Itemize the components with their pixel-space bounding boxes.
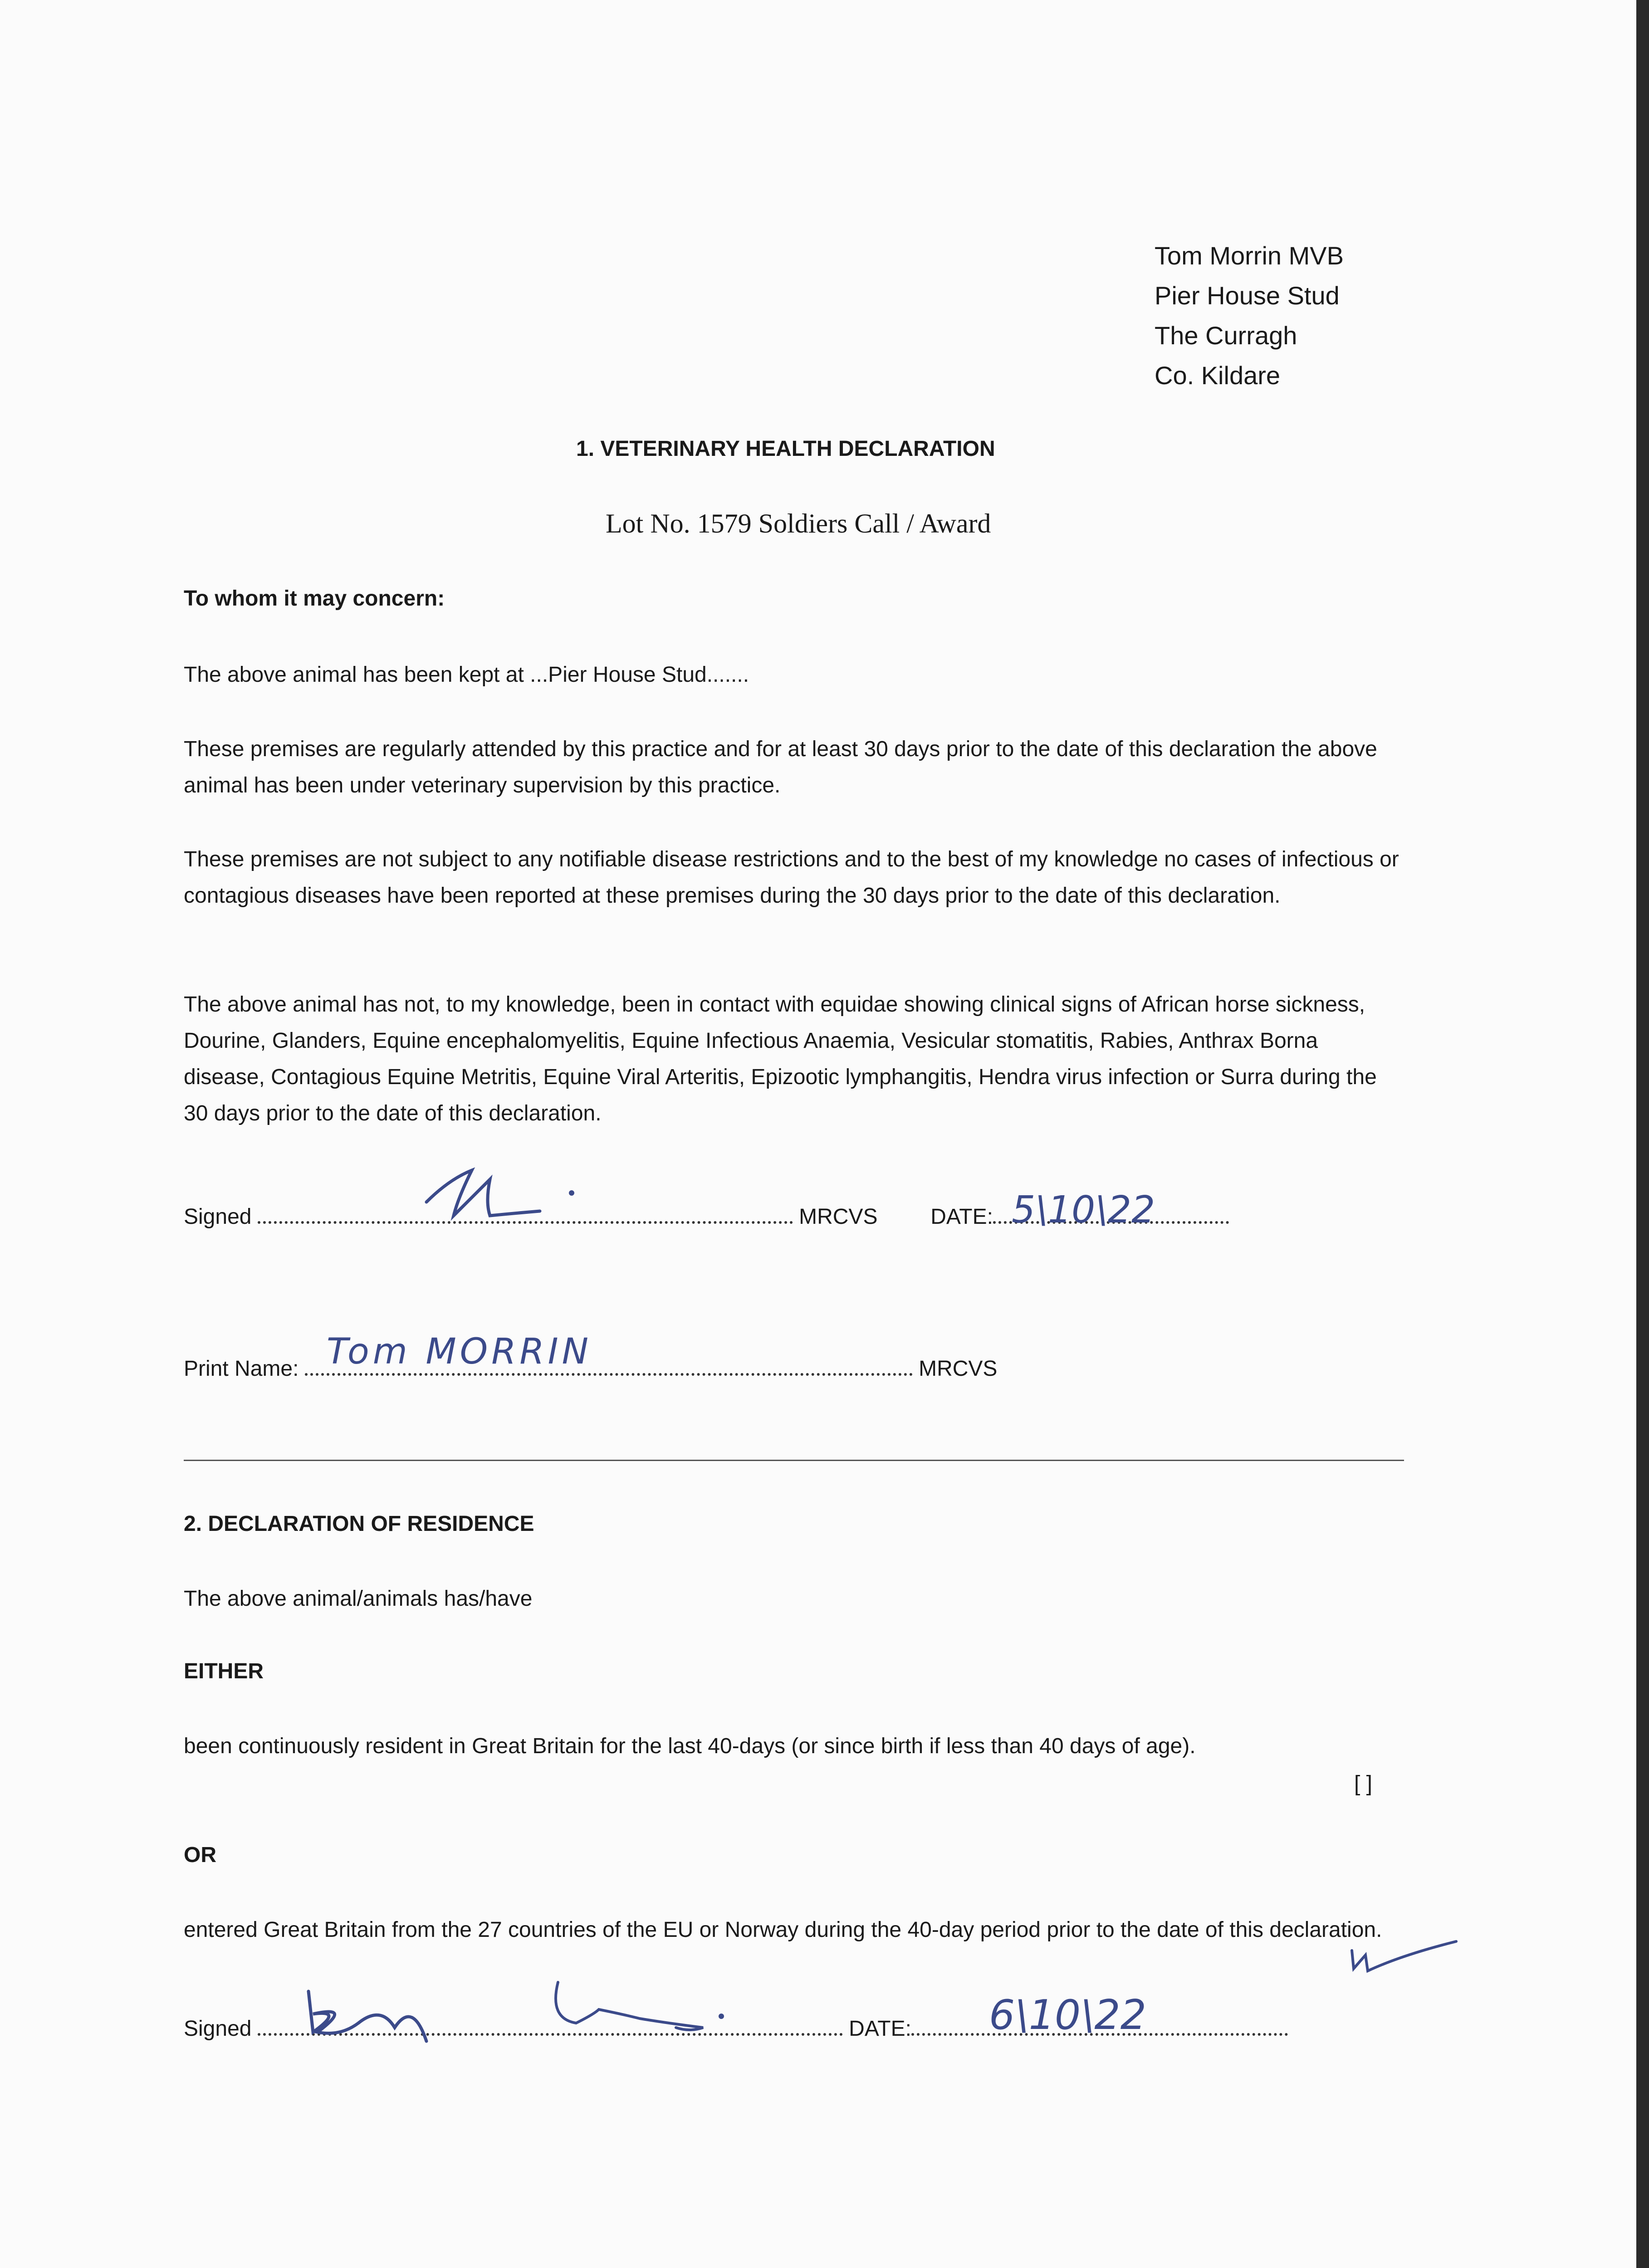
owner-date-handwritten: 6\10\22 (989, 1991, 1146, 2039)
salutation: To whom it may concern: (184, 587, 445, 611)
option-entered: entered Great Britain from the 27 countries of the EU or Norway during the 40-day period prior to the date of this declaration. (184, 1918, 1382, 1942)
print-mrcvs-label: MRCVS (919, 1357, 998, 1381)
initials-mark-icon (1347, 1937, 1474, 1978)
owner-signature-icon (304, 1973, 785, 2050)
address-line-2: Pier House Stud (1155, 281, 1340, 310)
mrcvs-label: MRCVS (799, 1205, 878, 1229)
vet-signature-icon (422, 1161, 612, 1234)
section2-title: 2. DECLARATION OF RESIDENCE (184, 1512, 534, 1536)
para-attended: These premises are regularly attended by this practice and for at least 30 days prior to the date of this declaration the above animal has been under veterinary supervision by this practice. (184, 737, 1377, 797)
resident-checkbox[interactable]: [ ] (1354, 1772, 1373, 1796)
lot-line: Lot No. 1579 Soldiers Call / Award (606, 508, 991, 538)
option-resident: been continuously resident in Great Britain for the last 40-days (or since birth if less than 40 days of age). (184, 1734, 1196, 1758)
para-kept-at: The above animal has been kept at ...Pier House Stud....... (184, 663, 749, 687)
owner-date-label: DATE: (849, 2017, 911, 2041)
section1-title: 1. VETERINARY HEALTH DECLARATION (576, 437, 995, 461)
section-divider (184, 1460, 1404, 1461)
print-name-handwritten: Tom MORRIN (327, 1331, 592, 1372)
print-name-field[interactable] (305, 1373, 913, 1376)
owner-signed-label: Signed (184, 2017, 252, 2041)
vet-date-handwritten: 5\10\22 (1012, 1188, 1155, 1232)
address-line-3: The Curragh (1155, 321, 1297, 350)
address-line-4: Co. Kildare (1155, 361, 1281, 390)
residence-intro: The above animal/animals has/have (184, 1587, 533, 1611)
signed-label: Signed (184, 1205, 252, 1229)
scan-edge (1636, 0, 1649, 2268)
either-label: EITHER (184, 1659, 264, 1683)
address-line-1: Tom Morrin MVB (1155, 241, 1344, 270)
print-name-label: Print Name: (184, 1357, 299, 1381)
para-no-contact: The above animal has not, to my knowledge, been in contact with equidae showing clinical signs of African horse sickness, Dourine, Glanders, Equine encephalomyelitis, Equine Infectious Anaemia, Vesicular stomatitis, Rabies, Anthrax Borna disease, Contagious Equine Metritis, Equine Viral Arteritis, Epizootic lymphangitis, Hendra virus infection or Surra during the 30 days prior to the date of this declaration. (184, 992, 1377, 1125)
or-label: OR (184, 1843, 216, 1867)
address-block (1155, 236, 1344, 396)
date-label: DATE: (930, 1205, 993, 1229)
para-no-restrictions: These premises are not subject to any notifiable disease restrictions and to the best of my knowledge no cases of infectious or contagious diseases have been reported at these premises during the 30 days prior to the date of this declaration. (184, 847, 1399, 908)
